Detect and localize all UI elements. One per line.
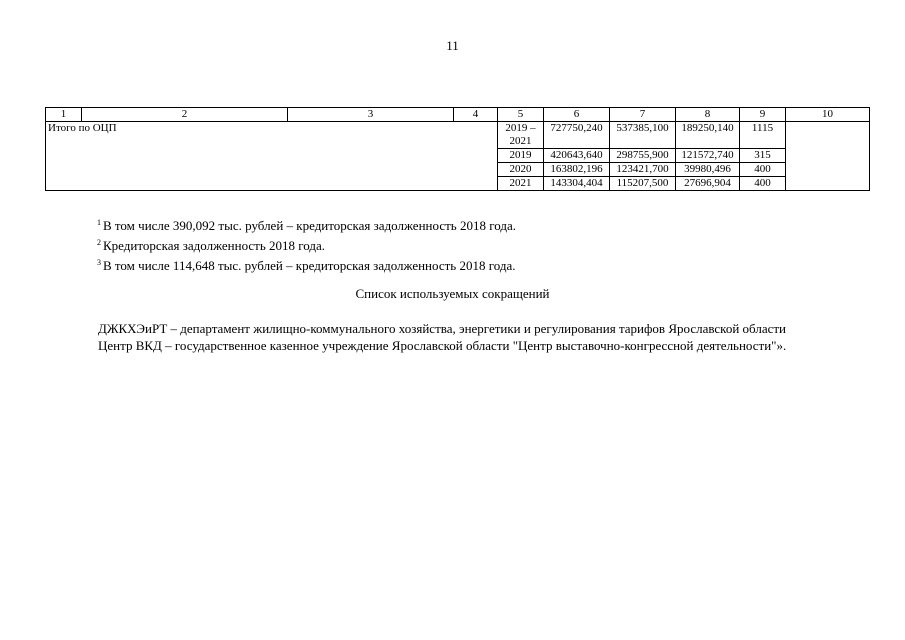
header-cell: 5 bbox=[498, 108, 544, 122]
value-cell: 121572,740 bbox=[676, 149, 740, 163]
footnote-text: Кредиторская задолженность 2018 года. bbox=[103, 238, 326, 253]
footnote-mark: 2 bbox=[97, 238, 101, 247]
abbreviations-list bbox=[60, 320, 868, 354]
value-cell: 315 bbox=[740, 149, 786, 163]
header-cell: 3 bbox=[288, 108, 454, 122]
value-cell: 1115 bbox=[740, 122, 786, 149]
page-number: 11 bbox=[446, 38, 459, 53]
footnotes bbox=[97, 214, 516, 274]
footnote bbox=[97, 254, 516, 274]
header-cell: 9 bbox=[740, 108, 786, 122]
empty-cell bbox=[786, 122, 870, 191]
abbreviations-title: Список используемых сокращений bbox=[355, 286, 550, 301]
total-label-cell: Итого по ОЦП bbox=[46, 122, 498, 191]
footnote-mark: 3 bbox=[97, 258, 101, 267]
header-cell: 10 bbox=[786, 108, 870, 122]
value-cell: 115207,500 bbox=[610, 177, 676, 191]
year-cell: 2020 bbox=[498, 163, 544, 177]
footnote-text: В том числе 390,092 тыс. рублей – кредиторская задолженность 2018 года. bbox=[103, 218, 516, 233]
value-cell: 298755,900 bbox=[610, 149, 676, 163]
header-cell: 7 bbox=[610, 108, 676, 122]
value-cell: 143304,404 bbox=[544, 177, 610, 191]
header-cell: 6 bbox=[544, 108, 610, 122]
year-cell: 2019 bbox=[498, 149, 544, 163]
value-cell: 123421,700 bbox=[610, 163, 676, 177]
value-cell: 420643,640 bbox=[544, 149, 610, 163]
value-cell: 537385,100 bbox=[610, 122, 676, 149]
value-cell: 163802,196 bbox=[544, 163, 610, 177]
value-cell: 400 bbox=[740, 163, 786, 177]
value-cell: 727750,240 bbox=[544, 122, 610, 149]
value-cell: 39980,496 bbox=[676, 163, 740, 177]
value-cell: 400 bbox=[740, 177, 786, 191]
budget-table bbox=[45, 107, 870, 191]
table-row bbox=[46, 122, 870, 149]
abbreviation-item: Центр ВКД – государственное казенное учреждение Ярославской области "Центр выставочно-конгрессной деятельности"». bbox=[98, 338, 787, 353]
table-header-row bbox=[46, 108, 870, 122]
header-cell: 8 bbox=[676, 108, 740, 122]
value-cell: 27696,904 bbox=[676, 177, 740, 191]
header-cell: 2 bbox=[82, 108, 288, 122]
value-cell: 189250,140 bbox=[676, 122, 740, 149]
year-cell: 2019 – 2021 bbox=[498, 122, 544, 149]
footnote-text: В том числе 114,648 тыс. рублей – кредиторская задолженность 2018 года. bbox=[103, 258, 516, 273]
abbreviation-item: ДЖКХЭиРТ – департамент жилищно-коммунального хозяйства, энергетики и регулирования тарифов Ярославской области bbox=[98, 321, 786, 336]
footnote-mark: 1 bbox=[97, 218, 101, 227]
header-cell: 4 bbox=[454, 108, 498, 122]
year-cell: 2021 bbox=[498, 177, 544, 191]
header-cell: 1 bbox=[46, 108, 82, 122]
footnote bbox=[97, 234, 516, 254]
footnote bbox=[97, 214, 516, 234]
